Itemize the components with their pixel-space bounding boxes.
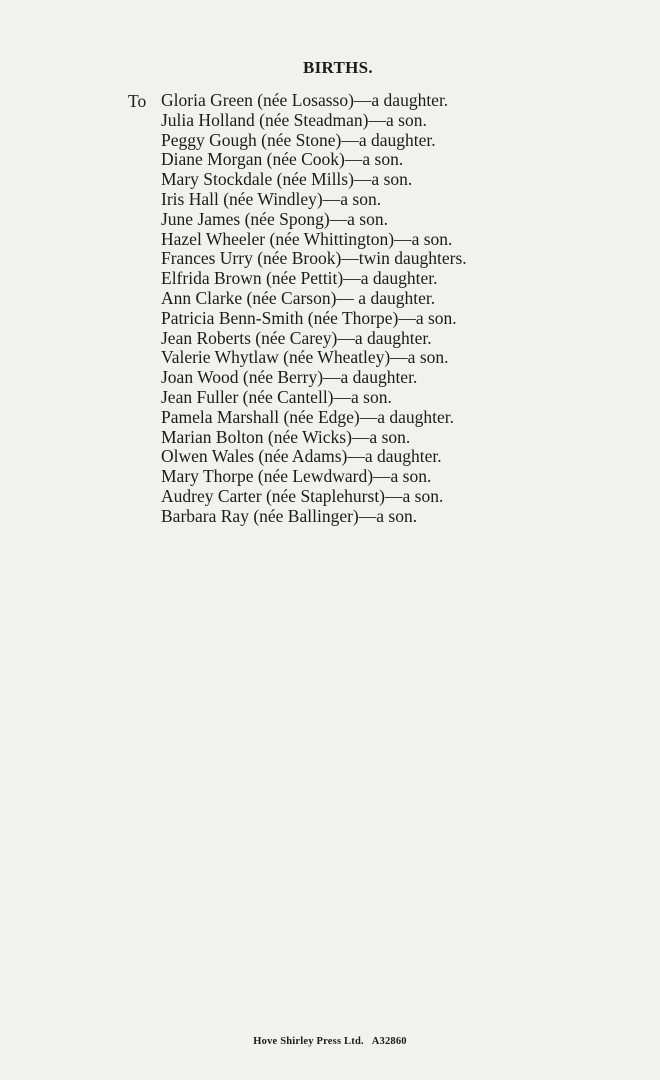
printer-imprint: Hove Shirley Press Ltd. A32860 bbox=[253, 1036, 407, 1047]
list-item: Jean Fuller (née Cantell)—a son. bbox=[161, 386, 392, 407]
list-item: Elfrida Brown (née Pettit)—a daughter. bbox=[161, 268, 438, 289]
list-item: Julia Holland (née Steadman)—a son. bbox=[161, 109, 427, 130]
list-prefix: To bbox=[128, 91, 147, 111]
list-item: Peggy Gough (née Stone)—a daughter. bbox=[161, 129, 436, 150]
list-item: Ann Clarke (née Carson)— a daughter. bbox=[161, 287, 436, 308]
list-item: Barbara Ray (née Ballinger)—a son. bbox=[161, 505, 418, 526]
list-item: Olwen Wales (née Adams)—a daughter. bbox=[161, 446, 442, 467]
list-item: Audrey Carter (née Staplehurst)—a son. bbox=[161, 485, 444, 506]
list-item: Valerie Whytlaw (née Wheatley)—a son. bbox=[161, 347, 449, 368]
list-item: Frances Urry (née Brook)—twin daughters. bbox=[161, 248, 467, 269]
list-item: Marian Bolton (née Wicks)—a son. bbox=[161, 426, 411, 447]
list-item: Diane Morgan (née Cook)—a son. bbox=[161, 149, 404, 170]
list-item: Hazel Wheeler (née Whittington)—a son. bbox=[161, 228, 453, 249]
list-item: Gloria Green (née Losasso)—a daughter. bbox=[161, 90, 449, 110]
list-item: Jean Roberts (née Carey)—a daughter. bbox=[161, 327, 432, 348]
list-item: Mary Stockdale (née Mills)—a son. bbox=[161, 169, 413, 190]
list-item: Mary Thorpe (née Lewdward)—a son. bbox=[161, 466, 432, 487]
list-item: June James (née Spong)—a son. bbox=[161, 208, 388, 229]
page-title: BIRTHS. bbox=[302, 58, 373, 77]
births-list bbox=[161, 91, 467, 527]
list-item: Patricia Benn-Smith (née Thorpe)—a son. bbox=[161, 307, 457, 328]
list-item: Iris Hall (née Windley)—a son. bbox=[161, 188, 382, 209]
list-item: Joan Wood (née Berry)—a daughter. bbox=[161, 367, 418, 388]
list-item: Pamela Marshall (née Edge)—a daughter. bbox=[161, 406, 455, 427]
